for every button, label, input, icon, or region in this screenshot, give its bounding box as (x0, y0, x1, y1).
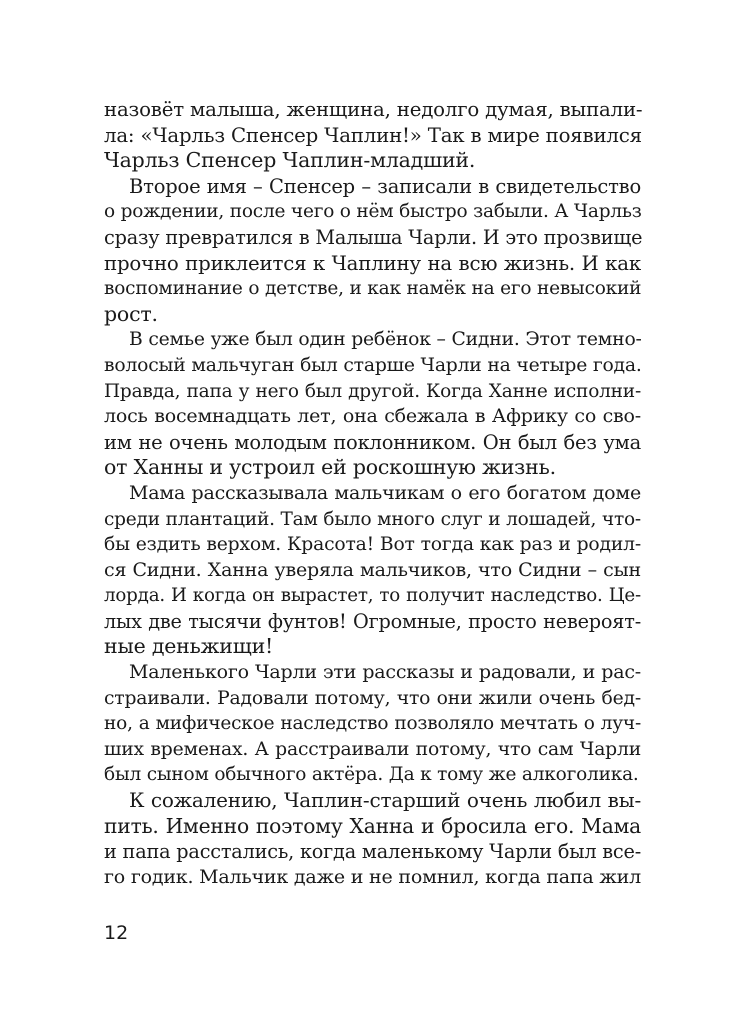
text-line: от Ханны и устроил ей роскошную жизнь. (104, 455, 556, 480)
text-line: им не очень молодым поклонником. Он был без ума (104, 430, 641, 454)
text-line: среди плантаций. Там было много слуг и лошадей, что- (104, 508, 641, 530)
text-line: Чарльз Спенсер Чаплин-младший. (104, 148, 476, 173)
text-line: Второе имя – Спенсер – записали в свидетельство (129, 174, 641, 198)
text-line: В семье уже был один ребёнок – Сидни. Этот темно- (129, 329, 642, 351)
text-line: рост. (104, 301, 158, 326)
text-line: пить. Именно поэтому Ханна и бросила его. Мама (104, 813, 641, 838)
text-line: ших временах. А расстраивали потому, что сам Чарли (104, 738, 641, 760)
page-number: 12 (104, 922, 129, 944)
text-line: ные деньжищи! (104, 634, 274, 659)
text-line: назовёт малыша, женщина, недолго думая, выпали- (104, 98, 643, 121)
text-line: прочно приклеится к Чаплину на всю жизнь. И как (104, 251, 641, 275)
text-line: страивали. Радовали потому, что они жили очень бед- (104, 687, 641, 709)
text-line: и папа расстались, когда маленькому Чарли был все- (104, 840, 641, 864)
text-line: о рождении, после чего о нём быстро забыли. А Чарльз (104, 201, 642, 223)
text-line: лось восемнадцать лет, она сбежала в Африку со сво- (104, 405, 641, 428)
text-line: был сыном обычного актёра. Да к тому же алкоголика. (104, 764, 639, 786)
text-line: ла: «Чарльз Спенсер Чаплин!» Так в мире появился (104, 123, 642, 147)
text-line: воспоминание о детстве, и как намёк на его невысокий (104, 278, 642, 300)
text-line: К сожалению, Чаплин-старший очень любил вы- (129, 788, 641, 813)
text-line: волосый мальчуган был старше Чарли на четыре года. (104, 354, 642, 376)
text-line: лых две тысячи фунтов! Огромные, просто невероят- (104, 609, 641, 633)
text-line: Мама рассказывала мальчикам о его богатом доме (129, 481, 641, 504)
text-line: Правда, папа у него был другой. Когда Ханне исполни- (104, 380, 641, 402)
text-line: го годик. Мальчик даже и не помнил, когда папа жил (104, 865, 641, 888)
text-line: Маленького Чарли эти рассказы и радовали, и рас- (129, 661, 641, 684)
text-line: бы ездить верхом. Красота! Вот тогда как раз и родил- (104, 534, 641, 556)
text-line: ся Сидни. Ханна уверяла мальчиков, что Сидни – сын (104, 558, 641, 581)
text-line: лорда. И когда он вырастет, то получит наследство. Це- (104, 585, 641, 607)
body-text (104, 97, 641, 890)
text-line: но, а мифическое наследство позволяло мечтать о луч- (104, 713, 641, 735)
text-line: сразу превратился в Малыша Чарли. И это прозвище (104, 225, 643, 249)
